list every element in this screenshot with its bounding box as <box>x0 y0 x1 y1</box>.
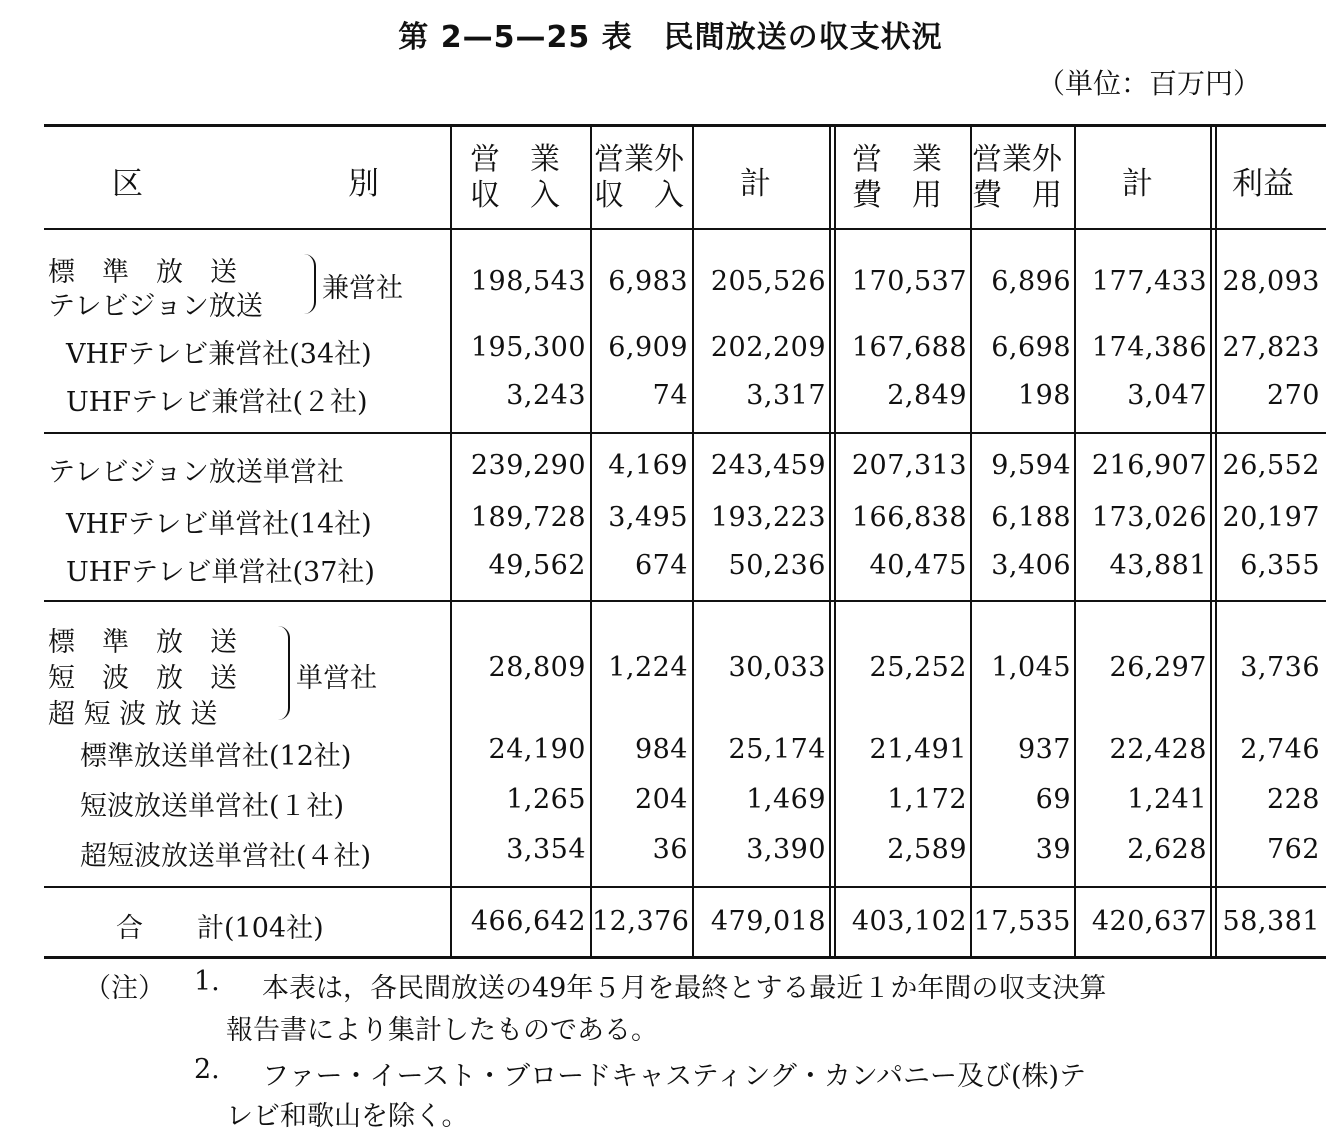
cell-nonop-revenue: 6,983 <box>608 266 688 297</box>
cell-nonop-expense: 1,045 <box>991 652 1071 683</box>
cell-op-expense: 403,102 <box>851 906 967 937</box>
cell-total-revenue: 3,390 <box>746 834 826 865</box>
col-rule-1 <box>450 124 452 957</box>
table-title: 第 2—5—25 表 民間放送の収支状況 <box>398 20 943 55</box>
cell-op-revenue: 24,190 <box>488 734 586 765</box>
row-label: 短波放送単営社(１社) <box>80 791 345 822</box>
cell-nonop-expense: 6,698 <box>991 332 1071 363</box>
col-rule-2 <box>590 124 592 957</box>
col-rule-5 <box>970 124 972 957</box>
cell-nonop-revenue: 6,909 <box>608 332 688 363</box>
note-2-number: 2. <box>194 1054 220 1085</box>
row-label: UHFテレビ単営社(37社) <box>66 557 375 588</box>
note-1-line1: 本表は，各民間放送の49年５月を最終とする最近１か年間の収支決算 <box>262 973 1107 1004</box>
cell-op-revenue: 195,300 <box>470 332 586 363</box>
col-rule-3 <box>692 124 694 957</box>
cell-profit: 27,823 <box>1222 332 1320 363</box>
cell-nonop-expense: 937 <box>1017 734 1071 765</box>
cell-nonop-expense: 6,896 <box>991 266 1071 297</box>
cell-total-expense: 420,637 <box>1091 906 1207 937</box>
cell-nonop-expense: 9,594 <box>991 450 1071 481</box>
cell-nonop-expense: 3,406 <box>991 550 1071 581</box>
cell-op-revenue: 466,642 <box>470 906 586 937</box>
cell-total-revenue: 1,469 <box>746 784 826 815</box>
cell-total-expense: 22,428 <box>1109 734 1207 765</box>
cell-total-revenue: 479,018 <box>710 906 826 937</box>
cell-profit: 58,381 <box>1222 906 1320 937</box>
cell-op-expense: 1,172 <box>887 784 967 815</box>
cell-total-expense: 2,628 <box>1127 834 1207 865</box>
cell-total-revenue: 202,209 <box>710 332 826 363</box>
header-rule <box>44 228 1326 230</box>
cell-nonop-expense: 17,535 <box>973 906 1071 937</box>
row-label: テレビジョン放送単営社 <box>48 457 344 488</box>
cell-total-revenue: 205,526 <box>710 266 826 297</box>
header-nonop-expense: 営業外 費 用 <box>972 142 1062 213</box>
group3-label-line1: 標 準 放 送 <box>48 627 237 658</box>
row-label: VHFテレビ単営社(14社) <box>66 509 372 540</box>
cell-total-expense: 1,241 <box>1127 784 1207 815</box>
col-rule-7b <box>1215 124 1217 957</box>
bottom-rule <box>44 956 1326 959</box>
cell-op-expense: 2,589 <box>887 834 967 865</box>
cell-op-expense: 40,475 <box>869 550 967 581</box>
cell-profit: 762 <box>1266 834 1320 865</box>
cell-op-expense: 170,537 <box>851 266 967 297</box>
group3-label-line2: 短 波 放 送 <box>48 663 237 694</box>
header-total-expense: 計 <box>1122 166 1153 202</box>
row-label: 標準放送単営社(12社) <box>80 741 352 772</box>
row-label: VHFテレビ兼営社(34社) <box>66 339 372 370</box>
cell-nonop-revenue: 984 <box>634 734 688 765</box>
group1-suffix: 兼営社 <box>322 273 403 304</box>
note-1-line2: 報告書により集計したものである。 <box>226 1015 658 1046</box>
col-rule-7a <box>1210 124 1212 957</box>
total-rule <box>44 886 1326 888</box>
note-2-line2: レビ和歌山を除く。 <box>226 1101 469 1132</box>
cell-total-revenue: 50,236 <box>728 550 826 581</box>
note-2-line1: ファー・イースト・ブロードキャスティング・カンパニー及び(株)テ <box>262 1061 1087 1092</box>
cell-total-expense: 26,297 <box>1109 652 1207 683</box>
cell-nonop-revenue: 3,495 <box>608 502 688 533</box>
cell-nonop-expense: 6,188 <box>991 502 1071 533</box>
cell-op-expense: 2,849 <box>887 380 967 411</box>
group3-label-line3: 超 短 波 放 送 <box>48 699 218 730</box>
cell-profit: 6,355 <box>1240 550 1320 581</box>
cell-nonop-revenue: 1,224 <box>608 652 688 683</box>
cell-nonop-expense: 198 <box>1017 380 1071 411</box>
cell-op-revenue: 3,243 <box>506 380 586 411</box>
cell-op-revenue: 49,562 <box>488 550 586 581</box>
group-rule-2 <box>44 600 1326 602</box>
cell-nonop-revenue: 4,169 <box>608 450 688 481</box>
cell-op-revenue: 1,265 <box>506 784 586 815</box>
cell-total-revenue: 3,317 <box>746 380 826 411</box>
cell-total-revenue: 243,459 <box>710 450 826 481</box>
top-rule <box>44 124 1326 127</box>
unit-label: （単位：百万円） <box>1036 67 1261 100</box>
group1-brace <box>304 254 316 314</box>
cell-total-revenue: 30,033 <box>728 652 826 683</box>
cell-op-expense: 166,838 <box>851 502 967 533</box>
header-nonop-revenue: 営業外 収 入 <box>594 142 684 213</box>
cell-total-expense: 3,047 <box>1127 380 1207 411</box>
cell-profit: 20,197 <box>1222 502 1320 533</box>
cell-profit: 26,552 <box>1222 450 1320 481</box>
cell-profit: 228 <box>1266 784 1320 815</box>
cell-total-expense: 173,026 <box>1091 502 1207 533</box>
cell-op-expense: 25,252 <box>869 652 967 683</box>
group1-label-line2: テレビジョン放送 <box>48 291 263 322</box>
cell-profit: 270 <box>1266 380 1320 411</box>
header-profit: 利益 <box>1232 166 1294 202</box>
col-rule-4b <box>834 124 836 957</box>
cell-nonop-revenue: 36 <box>652 834 688 865</box>
cell-total-expense: 43,881 <box>1109 550 1207 581</box>
cell-op-expense: 21,491 <box>869 734 967 765</box>
col-rule-4a <box>829 124 831 957</box>
cell-total-expense: 174,386 <box>1091 332 1207 363</box>
cell-profit: 3,736 <box>1240 652 1320 683</box>
note-1-number: 1. <box>194 966 220 997</box>
cell-op-expense: 167,688 <box>851 332 967 363</box>
cell-op-revenue: 189,728 <box>470 502 586 533</box>
header-total-revenue: 計 <box>740 166 771 202</box>
group3-brace <box>278 626 290 720</box>
cell-profit: 2,746 <box>1240 734 1320 765</box>
cell-total-expense: 177,433 <box>1091 266 1207 297</box>
header-op-expense: 営 業 費 用 <box>852 142 942 213</box>
row-label: 超短波放送単営社(４社) <box>80 841 372 872</box>
cell-nonop-revenue: 12,376 <box>592 906 690 937</box>
group1-label-line1: 標 準 放 送 <box>48 257 237 288</box>
row-label: UHFテレビ兼営社(２社) <box>66 387 368 418</box>
cell-total-expense: 216,907 <box>1091 450 1207 481</box>
cell-op-revenue: 239,290 <box>470 450 586 481</box>
cell-nonop-revenue: 74 <box>652 380 688 411</box>
group-rule-1 <box>44 432 1326 434</box>
header-category-b: 別 <box>348 166 379 202</box>
cell-op-revenue: 28,809 <box>488 652 586 683</box>
cell-op-revenue: 198,543 <box>470 266 586 297</box>
col-rule-6 <box>1074 124 1076 957</box>
group3-suffix: 単営社 <box>296 663 377 694</box>
header-op-revenue: 営 業 収 入 <box>470 142 560 213</box>
cell-nonop-revenue: 204 <box>634 784 688 815</box>
cell-nonop-revenue: 674 <box>634 550 688 581</box>
cell-total-revenue: 25,174 <box>728 734 826 765</box>
notes-prefix: （注） <box>84 973 165 1004</box>
header-category-a: 区 <box>112 166 143 202</box>
row-label: 合 計(104社) <box>116 913 324 944</box>
cell-op-revenue: 3,354 <box>506 834 586 865</box>
cell-total-revenue: 193,223 <box>710 502 826 533</box>
cell-nonop-expense: 39 <box>1035 834 1071 865</box>
cell-nonop-expense: 69 <box>1035 784 1071 815</box>
cell-profit: 28,093 <box>1222 266 1320 297</box>
cell-op-expense: 207,313 <box>851 450 967 481</box>
